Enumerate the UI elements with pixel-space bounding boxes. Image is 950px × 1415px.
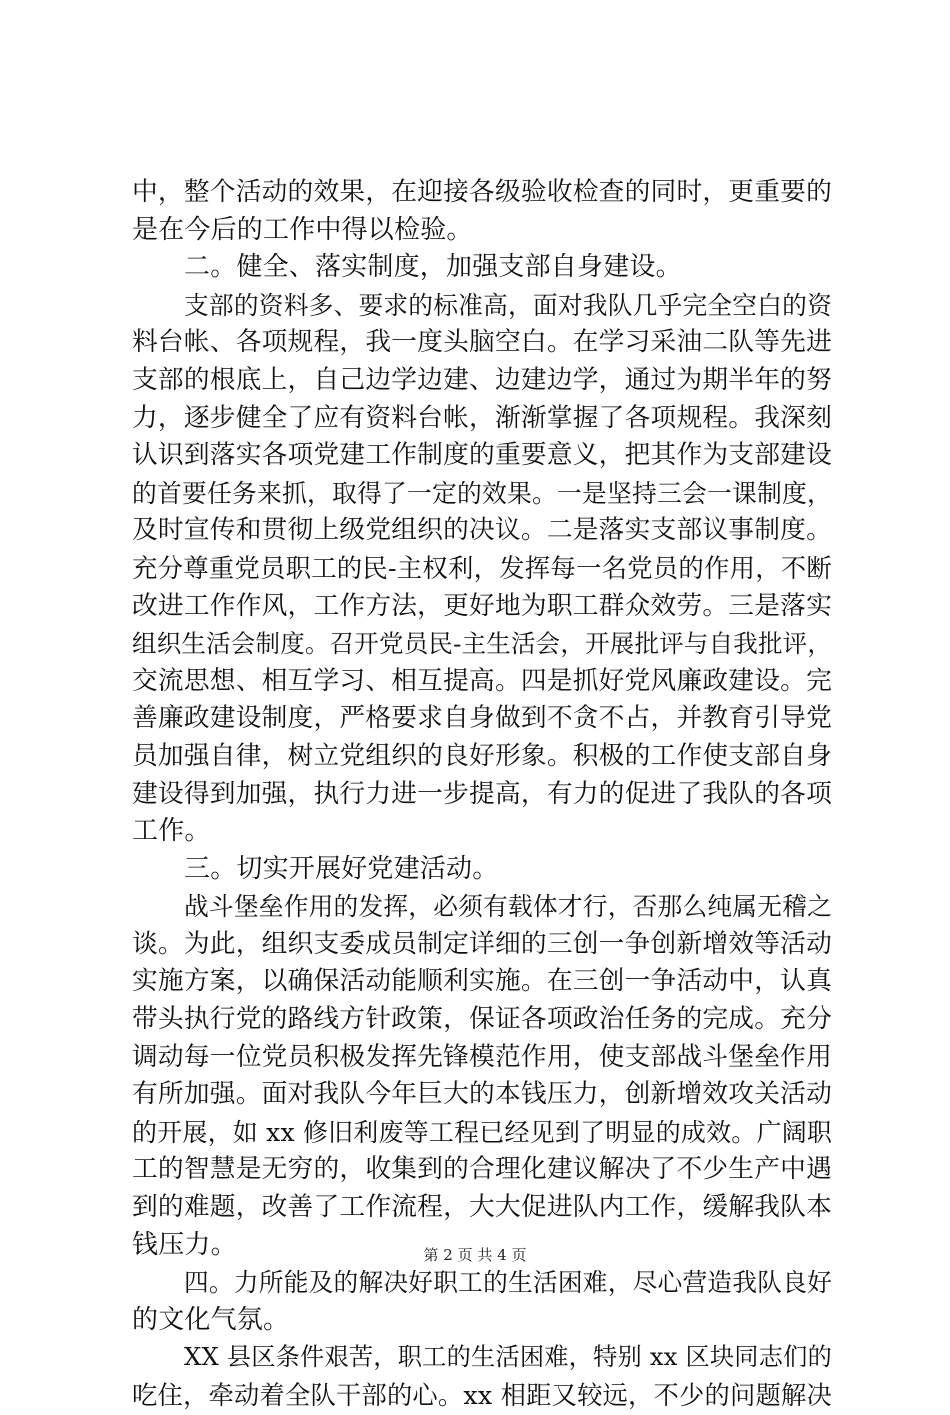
text-line: 实施方案，以确保活动能顺利实施。在三创一争活动中，认真	[132, 966, 832, 997]
text-line: 工作。	[132, 816, 211, 847]
text-line: 的首要任务来抓，取得了一定的效果。一是坚持三会一课制度，	[132, 478, 832, 508]
text-line: 组织生活会制度。召开党员民-主生活会，开展批评与自我批评，	[132, 629, 833, 659]
text-line: 善廉政建设制度，严格要求自身做到不贪不占，并教育引导党	[132, 703, 832, 734]
text-line: 是在今后的工作中得以检验。	[132, 214, 473, 245]
text-line: 建设得到加强，执行力进一步提高，有力的促进了我队的各项	[132, 778, 832, 809]
text-line: 战斗堡垒作用的发挥，必须有载体才行，否那么纯属无稽之	[184, 892, 832, 922]
text-line: 支部的根底上，自己边学边建、边建边学，通过为期半年的努	[132, 364, 832, 395]
text-line: XX 县区条件艰苦，职工的生活困难，特别 xx 区块同志们的	[184, 1343, 832, 1372]
text-line: 料台帐、各项规程，我一度头脑空白。在学习采油二队等先进	[132, 327, 832, 358]
text-line: 带头执行党的路线方针政策，保证各项政治任务的完成。充分	[132, 1004, 832, 1035]
text-line: 的文化气氛。	[132, 1304, 290, 1335]
text-line: 有所加强。面对我队今年巨大的本钱压力，创新增效攻关活动	[132, 1079, 832, 1110]
text-line: 的开展，如 xx 修旧利废等工程已经见到了明显的成效。广阔职	[132, 1117, 833, 1147]
text-line: 力，逐步健全了应有资料台帐，渐渐掌握了各项规程。我深刻	[132, 402, 832, 433]
text-line: 谈。为此，组织支委成员制定详细的三创一争创新增效等活动	[132, 928, 832, 959]
text-line: 四。力所能及的解决好职工的生活困难，尽心营造我队良好	[184, 1268, 832, 1298]
text-line: 三。切实开展好党建活动。	[184, 853, 499, 884]
page-footer: 第 2 页 共 4 页	[423, 1246, 527, 1264]
text-line: 认识到落实各项党建工作制度的重要意义，把其作为支部建设	[132, 440, 832, 471]
text-line: 员加强自律，树立党组织的良好形象。积极的工作使支部自身	[132, 740, 832, 771]
text-line: 钱压力。	[132, 1229, 237, 1260]
text-line: 工的智慧是无穷的，收集到的合理化建议解决了不少生产中遇	[132, 1154, 832, 1185]
text-line: 二。健全、落实制度，加强支部自身建设。	[184, 252, 682, 283]
text-line: 改进工作作风，工作方法，更好地为职工群众效劳。三是落实	[132, 590, 832, 621]
text-line: 充分尊重党员职工的民-主权利，发挥每一名党员的作用，不断	[132, 552, 832, 583]
text-line: 支部的资料多、要求的标准高，面对我队几乎完全空白的资	[184, 290, 832, 320]
text-line: 及时宣传和贯彻上级党组织的决议。二是落实支部议事制度。	[132, 515, 832, 546]
text-line: 调动每一位党员积极发挥先锋模范作用，使支部战斗堡垒作用	[132, 1041, 832, 1072]
text-line: 中，整个活动的效果，在迎接各级验收检查的同时，更重要的	[132, 177, 832, 207]
text-line: 交流思想、相互学习、相互提高。四是抓好党风廉政建设。完	[132, 665, 832, 696]
text-line: 吃住，牵动着全队干部的心。xx 相距又较远，不少的问题解决	[132, 1381, 832, 1410]
document-body	[132, 174, 832, 1415]
text-line: 到的难题，改善了工作流程，大大促进队内工作，缓解我队本	[132, 1192, 832, 1223]
